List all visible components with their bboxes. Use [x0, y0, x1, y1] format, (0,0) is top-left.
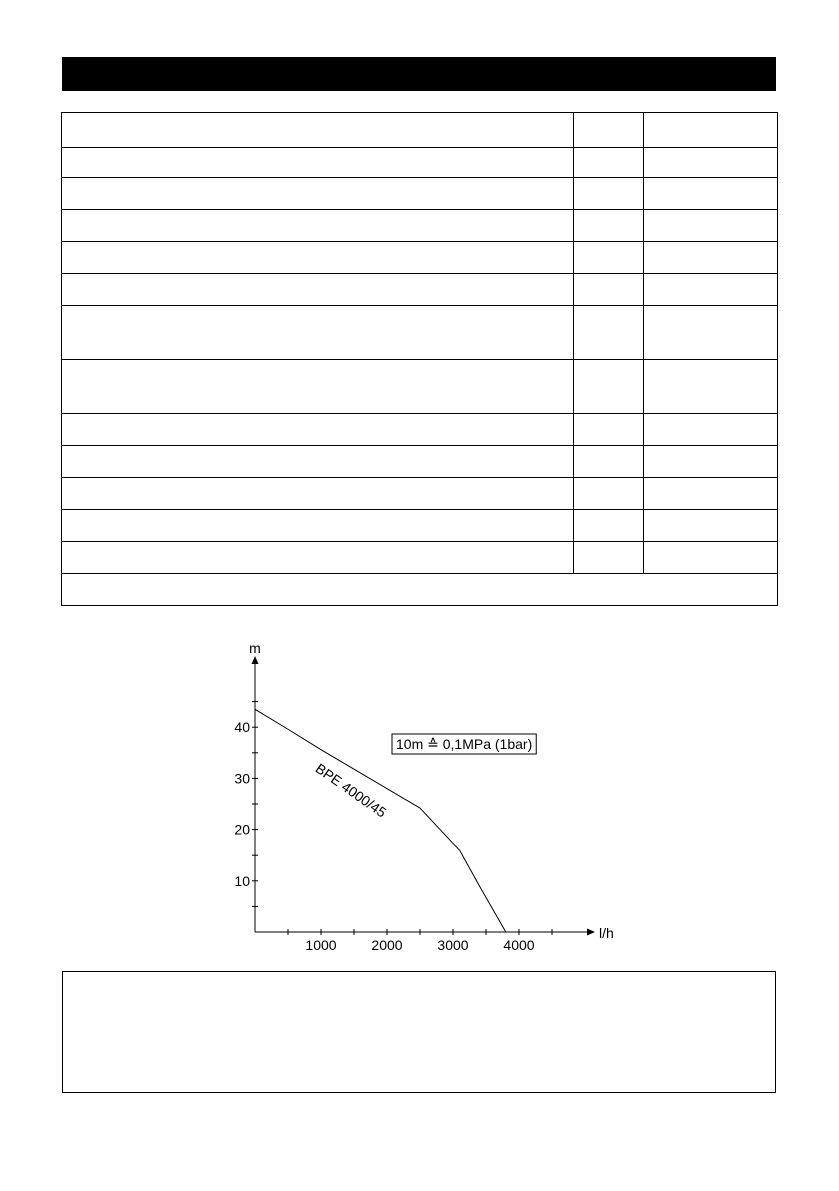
x-axis-arrow: [587, 929, 595, 936]
table-cell: [62, 542, 574, 574]
chart-ticks: [252, 702, 552, 935]
table-row: [62, 510, 778, 542]
chart-axes: [252, 656, 596, 936]
table-cell: [574, 178, 644, 210]
series-label: BPE 4000/45: [312, 760, 390, 821]
table-cell: [62, 178, 574, 210]
table-cell: [644, 360, 778, 414]
table-cell: [62, 510, 574, 542]
chart-labels: [234, 640, 613, 953]
table-row: [62, 178, 778, 210]
table-cell: [574, 414, 644, 446]
notes-box: [62, 971, 776, 1093]
table-cell: [644, 414, 778, 446]
table-row: [62, 274, 778, 306]
table-cell: [62, 210, 574, 242]
table-cell: [644, 446, 778, 478]
section-title-bar: [62, 57, 776, 91]
table-row: [62, 478, 778, 510]
table-cell: [644, 542, 778, 574]
y-tick-label: 30: [234, 770, 250, 787]
table-row: [62, 306, 778, 360]
table-cell: [644, 148, 778, 178]
table-header-row: [62, 113, 778, 148]
y-axis-label: m: [249, 640, 261, 656]
table-cell: [62, 113, 574, 148]
table-cell: [62, 478, 574, 510]
table-cell: [574, 148, 644, 178]
table-cell: [644, 274, 778, 306]
table-cell: [62, 242, 574, 274]
table-row: [62, 542, 778, 574]
table-cell: [574, 210, 644, 242]
technical-data-table: [61, 112, 778, 606]
table-row: [62, 446, 778, 478]
table-cell: [62, 414, 574, 446]
table-cell: [644, 178, 778, 210]
y-tick-label: 20: [234, 821, 250, 838]
table-row: [62, 414, 778, 446]
pressure-annotation: 10m ≙ 0,1MPa (1bar): [396, 736, 533, 752]
x-tick-label: 3000: [437, 937, 469, 953]
table-footer-cell: [62, 574, 778, 606]
table-cell: [644, 306, 778, 360]
series-line: [255, 709, 506, 932]
table-cell: [62, 274, 574, 306]
table-cell: [644, 113, 778, 148]
table-cell: [574, 306, 644, 360]
table-cell: [574, 446, 644, 478]
x-tick-label: 1000: [305, 937, 337, 953]
table-cell: [574, 274, 644, 306]
x-axis-label: l/h: [599, 925, 614, 941]
table-cell: [62, 360, 574, 414]
table-cell: [574, 113, 644, 148]
table-cell: [644, 478, 778, 510]
table-cell: [574, 542, 644, 574]
table-cell: [62, 446, 574, 478]
x-tick-label: 2000: [371, 937, 403, 953]
table-row: [62, 242, 778, 274]
table-row: [62, 210, 778, 242]
table-cell: [644, 210, 778, 242]
table-cell: [644, 510, 778, 542]
table-cell: [574, 510, 644, 542]
table-cell: [574, 242, 644, 274]
table-footer-row: [62, 574, 778, 606]
y-axis-arrow: [252, 656, 259, 664]
table-row: [62, 360, 778, 414]
y-tick-label: 40: [234, 719, 250, 736]
x-tick-label: 4000: [503, 937, 535, 953]
table-row: [62, 148, 778, 178]
chart-curves: [255, 709, 506, 932]
table-cell: [574, 360, 644, 414]
table-cell: [644, 242, 778, 274]
table-cell: [62, 306, 574, 360]
y-tick-label: 10: [234, 872, 250, 889]
annotation-box: [392, 734, 536, 754]
table-cell: [62, 148, 574, 178]
table-cell: [574, 478, 644, 510]
